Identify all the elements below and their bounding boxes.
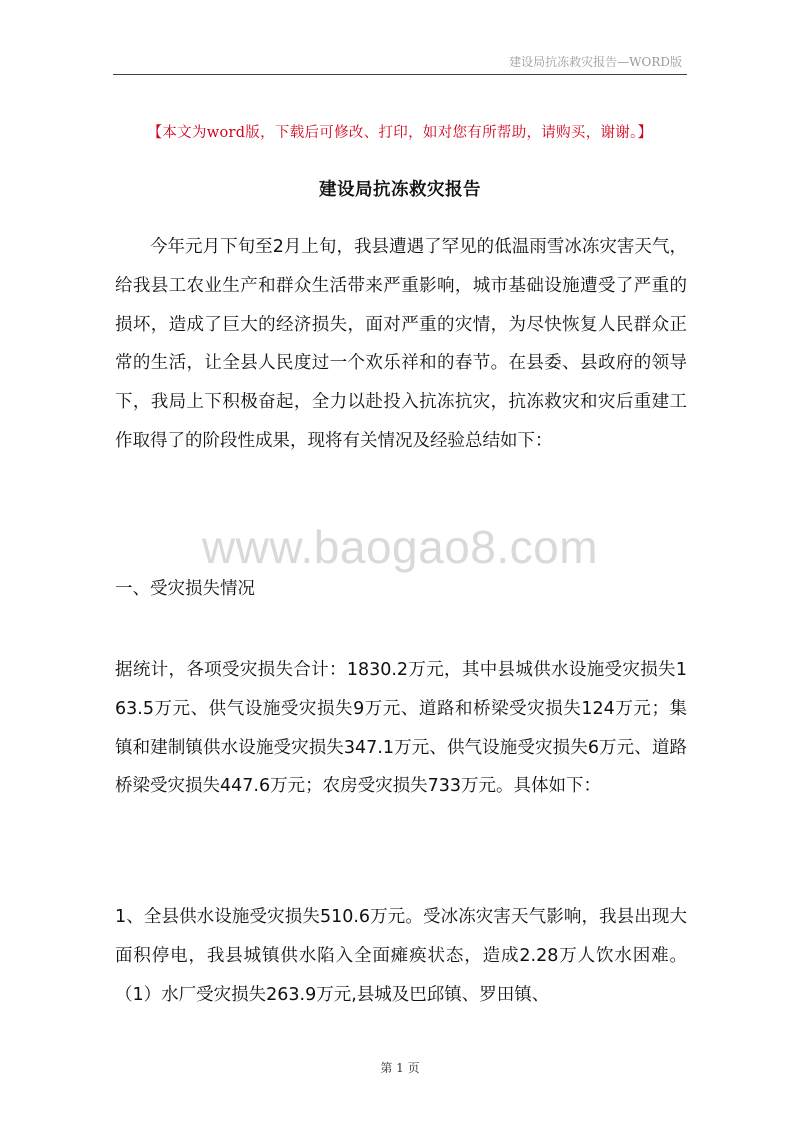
header-divider bbox=[113, 74, 687, 75]
section-heading: 一、受灾损失情况 bbox=[115, 579, 255, 599]
site-watermark: www.baogao8.com bbox=[201, 521, 599, 573]
water-supply-paragraph: 1、全县供水设施受灾损失510.6万元。受冰冻灾害天气影响，我县出现大面积停电，我县城镇供水陷入全面瘫痪状态，造成2.28万人饮水困难。（1）水厂受灾损失263.9万元,县城及巴邱镇、罗田镇、 bbox=[115, 907, 687, 1005]
loss-summary-paragraph: 据统计，各项受灾损失合计：1830.2万元，其中县城供水设施受灾损失163.5万元、供气设施受灾损失9万元、道路和桥梁受灾损失124万元；集镇和建制镇供水设施受灾损失347.1万元、供气设施受灾损失6万元、道路桥梁受灾损失447.6万元；农房受灾损失733万元。具体如下： bbox=[115, 660, 687, 797]
running-header: 建设局抗冻救灾报告—WORD版 bbox=[509, 55, 682, 69]
document-title: 建设局抗冻救灾报告 bbox=[319, 180, 481, 200]
page-number: 第 1 页 bbox=[380, 1061, 420, 1075]
download-notice: 【本文为word版，下载后可修改、打印，如对您有所帮助，请购买，谢谢。】 bbox=[147, 125, 653, 141]
intro-paragraph: 今年元月下旬至2月上旬，我县遭遇了罕见的低温雨雪冰冻灾害天气，给我县工农业生产和群众生活带来严重影响，城市基础设施遭受了严重的损坏，造成了巨大的经济损失，面对严重的灾情，为尽快恢复人民群众正常的生活，让全县人民度过一个欢乐祥和的春节。在县委、县政府的领导下，我局上下积极奋起，全力以赴投入抗冻抗灾，抗冻救灾和灾后重建工作取得了的阶段性成果，现将有关情况及经验总结如下： bbox=[115, 237, 687, 451]
